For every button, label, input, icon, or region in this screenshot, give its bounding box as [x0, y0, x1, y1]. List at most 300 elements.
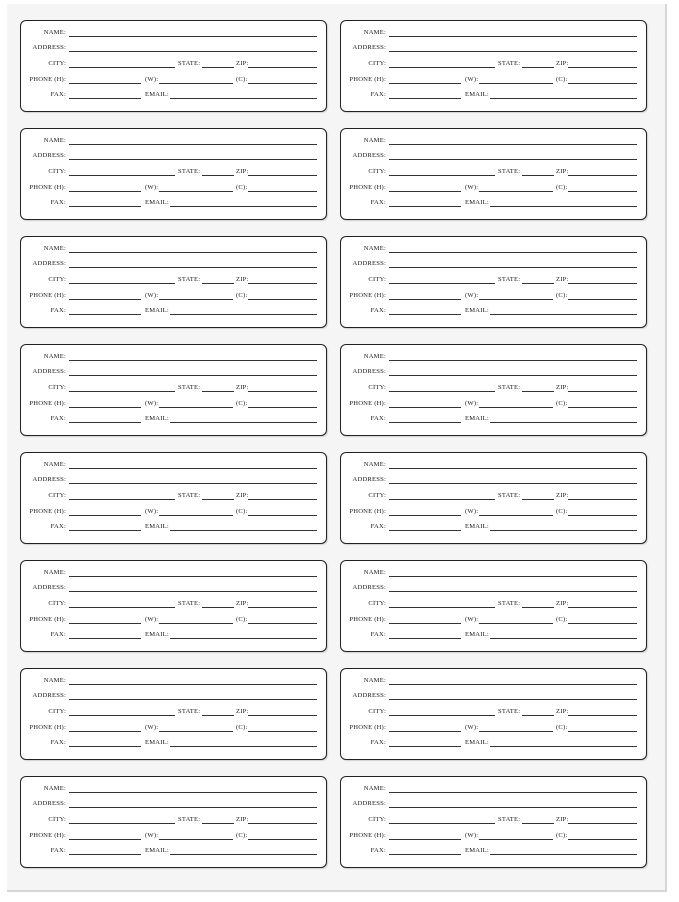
fax-label: FAX:: [50, 739, 66, 746]
phone-home-line[interactable]: [69, 623, 141, 624]
label-field-row: [341, 567, 646, 579]
address-label: [20, 344, 327, 436]
state-line[interactable]: [522, 823, 554, 824]
city-line[interactable]: [389, 499, 495, 500]
phone-home-line[interactable]: [389, 515, 461, 516]
phone-work-line[interactable]: [479, 299, 553, 300]
zip-line[interactable]: [248, 67, 317, 68]
label-field-row: [341, 629, 646, 641]
email-line[interactable]: [490, 422, 637, 423]
phone-cell-line[interactable]: [248, 299, 317, 300]
email-line[interactable]: [170, 530, 317, 531]
state-line[interactable]: [522, 391, 554, 392]
name-label: NAME:: [43, 677, 66, 684]
phone-home-label: PHONE (H):: [349, 292, 386, 299]
phone-cell-line[interactable]: [248, 191, 317, 192]
email-label: EMAIL:: [465, 415, 489, 422]
address-line[interactable]: [389, 807, 637, 808]
phone-work-line[interactable]: [479, 191, 553, 192]
city-label: CITY:: [368, 60, 386, 67]
name-line[interactable]: [389, 792, 637, 793]
phone-work-line[interactable]: [479, 515, 553, 516]
state-line[interactable]: [202, 175, 234, 176]
address-label: [340, 452, 647, 544]
email-line[interactable]: [170, 422, 317, 423]
state-line[interactable]: [522, 607, 554, 608]
state-line[interactable]: [522, 175, 554, 176]
label-field-row: [21, 382, 326, 394]
address-label-text: ADDRESS:: [32, 692, 66, 699]
name-line[interactable]: [389, 576, 637, 577]
phone-home-line[interactable]: [389, 83, 461, 84]
phone-home-line[interactable]: [389, 623, 461, 624]
city-label: CITY:: [48, 384, 66, 391]
email-line[interactable]: [490, 314, 637, 315]
fax-line[interactable]: [389, 746, 461, 747]
state-label: STATE:: [178, 492, 201, 499]
zip-line[interactable]: [248, 607, 317, 608]
fax-label: FAX:: [370, 199, 386, 206]
phone-cell-line[interactable]: [248, 515, 317, 516]
name-line[interactable]: [69, 468, 317, 469]
phone-cell-line[interactable]: [248, 839, 317, 840]
zip-line[interactable]: [568, 607, 637, 608]
address-line[interactable]: [69, 699, 317, 700]
name-line[interactable]: [69, 576, 317, 577]
label-field-row: [21, 274, 326, 286]
city-line[interactable]: [389, 67, 495, 68]
label-field-row: [21, 150, 326, 162]
name-label: NAME:: [363, 461, 386, 468]
phone-work-line[interactable]: [479, 731, 553, 732]
name-line[interactable]: [69, 360, 317, 361]
address-label: [20, 236, 327, 328]
label-field-row: [21, 182, 326, 194]
phone-work-line[interactable]: [159, 407, 233, 408]
fax-label: FAX:: [50, 199, 66, 206]
phone-work-line[interactable]: [159, 731, 233, 732]
name-label: NAME:: [363, 29, 386, 36]
label-field-row: [21, 197, 326, 209]
zip-label: ZIP:: [236, 276, 249, 283]
city-line[interactable]: [389, 715, 495, 716]
city-label: CITY:: [48, 708, 66, 715]
label-field-row: [341, 150, 646, 162]
label-field-row: [21, 74, 326, 86]
city-label: CITY:: [48, 276, 66, 283]
phone-home-line[interactable]: [69, 407, 141, 408]
city-line[interactable]: [389, 175, 495, 176]
zip-line[interactable]: [568, 715, 637, 716]
email-line[interactable]: [490, 206, 637, 207]
name-line[interactable]: [69, 144, 317, 145]
zip-label: ZIP:: [556, 384, 569, 391]
address-line[interactable]: [389, 483, 637, 484]
phone-home-label: PHONE (H):: [29, 616, 66, 623]
phone-cell-line[interactable]: [248, 623, 317, 624]
zip-line[interactable]: [568, 391, 637, 392]
state-line[interactable]: [522, 715, 554, 716]
name-label: NAME:: [363, 677, 386, 684]
label-field-row: [21, 830, 326, 842]
name-line[interactable]: [389, 684, 637, 685]
zip-label: ZIP:: [236, 492, 249, 499]
label-field-row: [21, 166, 326, 178]
city-line[interactable]: [69, 823, 175, 824]
fax-line[interactable]: [389, 206, 461, 207]
label-field-row: [341, 58, 646, 70]
label-field-row: [21, 722, 326, 734]
email-line[interactable]: [490, 854, 637, 855]
fax-label: FAX:: [50, 631, 66, 638]
phone-cell-label: (C):: [236, 724, 248, 731]
phone-cell-line[interactable]: [568, 839, 637, 840]
label-field-row: [21, 89, 326, 101]
fax-line[interactable]: [69, 206, 141, 207]
label-field-row: [341, 783, 646, 795]
fax-line[interactable]: [69, 98, 141, 99]
phone-home-line[interactable]: [69, 515, 141, 516]
city-line[interactable]: [69, 607, 175, 608]
name-line[interactable]: [69, 684, 317, 685]
state-label: STATE:: [178, 384, 201, 391]
zip-line[interactable]: [248, 715, 317, 716]
phone-home-label: PHONE (H):: [29, 832, 66, 839]
address-line[interactable]: [389, 375, 637, 376]
label-field-row: [21, 474, 326, 486]
label-field-row: [21, 783, 326, 795]
label-field-row: [341, 459, 646, 471]
phone-work-label: (W):: [145, 400, 159, 407]
zip-line[interactable]: [568, 67, 637, 68]
label-field-row: [341, 258, 646, 270]
address-line[interactable]: [69, 483, 317, 484]
phone-work-label: (W):: [145, 832, 159, 839]
address-line[interactable]: [69, 51, 317, 52]
phone-cell-line[interactable]: [568, 731, 637, 732]
label-field-row: [341, 722, 646, 734]
email-line[interactable]: [170, 98, 317, 99]
state-label: STATE:: [498, 384, 521, 391]
state-label: STATE:: [498, 600, 521, 607]
phone-home-label: PHONE (H):: [349, 76, 386, 83]
label-field-row: [21, 629, 326, 641]
address-label-text: ADDRESS:: [32, 800, 66, 807]
address-label: [340, 776, 647, 868]
label-field-row: [341, 351, 646, 363]
name-line[interactable]: [389, 144, 637, 145]
phone-work-line[interactable]: [159, 623, 233, 624]
label-field-row: [21, 413, 326, 425]
address-label: [20, 20, 327, 112]
zip-label: ZIP:: [556, 276, 569, 283]
phone-work-line[interactable]: [159, 299, 233, 300]
phone-work-label: (W):: [145, 292, 159, 299]
city-label: CITY:: [48, 600, 66, 607]
label-field-row: [21, 582, 326, 594]
label-field-row: [341, 305, 646, 317]
label-field-row: [341, 243, 646, 255]
label-field-row: [21, 459, 326, 471]
phone-cell-line[interactable]: [568, 623, 637, 624]
phone-home-line[interactable]: [69, 83, 141, 84]
zip-line[interactable]: [248, 283, 317, 284]
phone-work-line[interactable]: [159, 191, 233, 192]
city-label: CITY:: [368, 708, 386, 715]
fax-line[interactable]: [389, 854, 461, 855]
name-label: NAME:: [43, 353, 66, 360]
state-label: STATE:: [178, 708, 201, 715]
state-label: STATE:: [178, 168, 201, 175]
name-line[interactable]: [69, 36, 317, 37]
name-label: NAME:: [43, 245, 66, 252]
phone-cell-label: (C):: [236, 400, 248, 407]
email-label: EMAIL:: [145, 847, 169, 854]
city-line[interactable]: [389, 391, 495, 392]
state-label: STATE:: [498, 168, 521, 175]
email-line[interactable]: [170, 854, 317, 855]
fax-label: FAX:: [50, 523, 66, 530]
name-label: NAME:: [363, 569, 386, 576]
phone-home-line[interactable]: [389, 191, 461, 192]
phone-work-line[interactable]: [479, 839, 553, 840]
fax-line[interactable]: [389, 638, 461, 639]
zip-line[interactable]: [248, 499, 317, 500]
name-label: NAME:: [363, 245, 386, 252]
phone-cell-label: (C):: [556, 724, 568, 731]
zip-label: ZIP:: [556, 168, 569, 175]
city-line[interactable]: [69, 283, 175, 284]
city-line[interactable]: [69, 391, 175, 392]
zip-line[interactable]: [568, 175, 637, 176]
email-label: EMAIL:: [145, 199, 169, 206]
state-line[interactable]: [202, 607, 234, 608]
state-label: STATE:: [178, 816, 201, 823]
email-line[interactable]: [490, 530, 637, 531]
phone-cell-label: (C):: [556, 184, 568, 191]
phone-cell-line[interactable]: [248, 731, 317, 732]
zip-line[interactable]: [248, 391, 317, 392]
zip-label: ZIP:: [236, 708, 249, 715]
address-label: [20, 668, 327, 760]
phone-home-line[interactable]: [389, 731, 461, 732]
label-field-row: [341, 830, 646, 842]
fax-line[interactable]: [69, 746, 141, 747]
address-label-text: ADDRESS:: [352, 476, 386, 483]
label-field-row: [21, 58, 326, 70]
address-line[interactable]: [69, 267, 317, 268]
state-line[interactable]: [522, 283, 554, 284]
email-line[interactable]: [170, 638, 317, 639]
address-label-text: ADDRESS:: [352, 368, 386, 375]
phone-work-line[interactable]: [479, 407, 553, 408]
fax-line[interactable]: [69, 422, 141, 423]
state-line[interactable]: [202, 823, 234, 824]
address-line[interactable]: [69, 159, 317, 160]
zip-line[interactable]: [568, 499, 637, 500]
phone-home-line[interactable]: [389, 299, 461, 300]
name-line[interactable]: [389, 252, 637, 253]
phone-work-label: (W):: [465, 832, 479, 839]
fax-line[interactable]: [389, 98, 461, 99]
address-line[interactable]: [389, 591, 637, 592]
state-line[interactable]: [202, 499, 234, 500]
fax-line[interactable]: [389, 422, 461, 423]
email-line[interactable]: [490, 98, 637, 99]
phone-work-line[interactable]: [479, 623, 553, 624]
name-line[interactable]: [389, 360, 637, 361]
phone-cell-line[interactable]: [568, 515, 637, 516]
label-field-row: [341, 798, 646, 810]
fax-label: FAX:: [50, 307, 66, 314]
name-line[interactable]: [69, 792, 317, 793]
phone-home-label: PHONE (H):: [349, 616, 386, 623]
phone-cell-line[interactable]: [248, 83, 317, 84]
name-line[interactable]: [389, 468, 637, 469]
fax-label: FAX:: [370, 631, 386, 638]
label-field-row: [341, 582, 646, 594]
phone-cell-line[interactable]: [248, 407, 317, 408]
fax-label: FAX:: [370, 91, 386, 98]
label-field-row: [21, 366, 326, 378]
label-field-row: [21, 814, 326, 826]
city-line[interactable]: [389, 823, 495, 824]
city-line[interactable]: [69, 499, 175, 500]
city-label: CITY:: [368, 276, 386, 283]
name-line[interactable]: [389, 36, 637, 37]
address-label: [20, 452, 327, 544]
email-line[interactable]: [170, 206, 317, 207]
phone-cell-line[interactable]: [568, 191, 637, 192]
phone-home-label: PHONE (H):: [29, 400, 66, 407]
city-line[interactable]: [389, 283, 495, 284]
phone-cell-label: (C):: [556, 292, 568, 299]
phone-work-label: (W):: [465, 292, 479, 299]
phone-work-label: (W):: [465, 616, 479, 623]
name-label: NAME:: [363, 785, 386, 792]
fax-line[interactable]: [69, 314, 141, 315]
phone-cell-label: (C):: [556, 76, 568, 83]
phone-home-line[interactable]: [69, 299, 141, 300]
phone-home-line[interactable]: [69, 731, 141, 732]
email-line[interactable]: [170, 746, 317, 747]
phone-cell-label: (C):: [556, 400, 568, 407]
fax-line[interactable]: [69, 854, 141, 855]
state-line[interactable]: [522, 67, 554, 68]
zip-label: ZIP:: [236, 384, 249, 391]
address-line[interactable]: [69, 375, 317, 376]
label-field-row: [341, 737, 646, 749]
phone-work-line[interactable]: [159, 839, 233, 840]
phone-work-line[interactable]: [159, 83, 233, 84]
phone-home-line[interactable]: [69, 191, 141, 192]
phone-home-line[interactable]: [389, 839, 461, 840]
fax-label: FAX:: [50, 847, 66, 854]
email-label: EMAIL:: [465, 199, 489, 206]
address-label-text: ADDRESS:: [32, 476, 66, 483]
fax-line[interactable]: [389, 314, 461, 315]
label-field-row: [21, 521, 326, 533]
address-line[interactable]: [389, 159, 637, 160]
address-line[interactable]: [389, 699, 637, 700]
zip-line[interactable]: [248, 175, 317, 176]
phone-work-label: (W):: [465, 724, 479, 731]
address-label-text: ADDRESS:: [352, 692, 386, 699]
zip-line[interactable]: [248, 823, 317, 824]
address-label: [20, 560, 327, 652]
label-field-row: [341, 521, 646, 533]
phone-home-line[interactable]: [69, 839, 141, 840]
zip-line[interactable]: [568, 823, 637, 824]
state-label: STATE:: [498, 708, 521, 715]
phone-cell-line[interactable]: [568, 299, 637, 300]
city-line[interactable]: [389, 607, 495, 608]
label-field-row: [21, 351, 326, 363]
email-line[interactable]: [490, 638, 637, 639]
address-label: [340, 20, 647, 112]
address-line[interactable]: [389, 267, 637, 268]
address-line[interactable]: [389, 51, 637, 52]
fax-line[interactable]: [69, 530, 141, 531]
address-label: [20, 128, 327, 220]
state-line[interactable]: [202, 283, 234, 284]
state-line[interactable]: [202, 391, 234, 392]
phone-cell-label: (C):: [236, 508, 248, 515]
phone-work-line[interactable]: [479, 83, 553, 84]
address-line[interactable]: [69, 591, 317, 592]
fax-line[interactable]: [389, 530, 461, 531]
address-line[interactable]: [69, 807, 317, 808]
label-field-row: [341, 382, 646, 394]
email-line[interactable]: [490, 746, 637, 747]
label-field-row: [341, 490, 646, 502]
label-field-row: [341, 845, 646, 857]
label-field-row: [341, 290, 646, 302]
phone-cell-line[interactable]: [568, 407, 637, 408]
phone-cell-label: (C):: [556, 508, 568, 515]
address-label-text: ADDRESS:: [32, 44, 66, 51]
address-label-text: ADDRESS:: [352, 44, 386, 51]
zip-label: ZIP:: [556, 816, 569, 823]
phone-home-label: PHONE (H):: [349, 832, 386, 839]
address-label-text: ADDRESS:: [352, 584, 386, 591]
label-field-row: [21, 42, 326, 54]
fax-line[interactable]: [69, 638, 141, 639]
address-label: [340, 560, 647, 652]
label-field-row: [21, 305, 326, 317]
phone-home-label: PHONE (H):: [349, 724, 386, 731]
zip-line[interactable]: [568, 283, 637, 284]
label-field-row: [21, 567, 326, 579]
phone-work-label: (W):: [465, 76, 479, 83]
label-field-row: [341, 506, 646, 518]
city-line[interactable]: [69, 175, 175, 176]
phone-cell-line[interactable]: [568, 83, 637, 84]
phone-home-label: PHONE (H):: [29, 508, 66, 515]
phone-work-label: (W):: [145, 76, 159, 83]
city-line[interactable]: [69, 715, 175, 716]
label-field-row: [21, 398, 326, 410]
email-line[interactable]: [170, 314, 317, 315]
label-field-row: [341, 27, 646, 39]
phone-home-line[interactable]: [389, 407, 461, 408]
state-line[interactable]: [522, 499, 554, 500]
phone-work-line[interactable]: [159, 515, 233, 516]
name-line[interactable]: [69, 252, 317, 253]
state-line[interactable]: [202, 67, 234, 68]
state-line[interactable]: [202, 715, 234, 716]
city-line[interactable]: [69, 67, 175, 68]
